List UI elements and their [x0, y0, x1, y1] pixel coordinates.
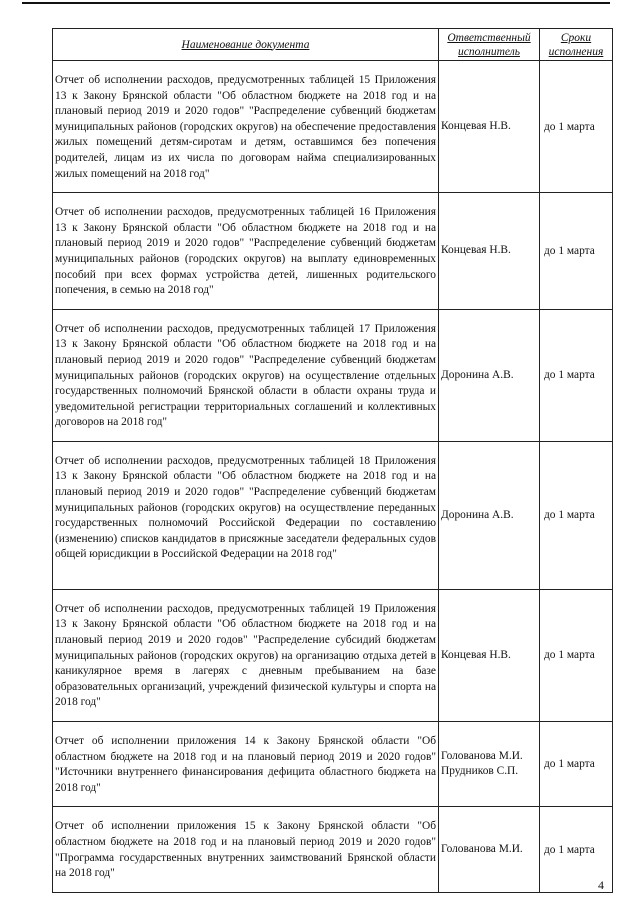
table-row — [53, 61, 613, 193]
table-row — [53, 193, 613, 310]
table-header-row — [53, 29, 613, 61]
page-number: 4 — [598, 878, 604, 892]
row-document: Отчет об исполнении расходов, предусмотренных таблицей 18 Приложения 13 к Закону Брянской области "Об областном бюджете на 2018 год и на плановый период 2019 и 2020 годов" "Распределение субвенций бюджетам муниципальных районов (городских округов) на осуществление переданных государственных полномочий Российской Федерации по составлению (изменению) списков кандидатов в присяжные заседатели федеральных судов общей юрисдикции в Российской Федерации на 2018 год" — [53, 441, 439, 589]
top-rule — [22, 2, 610, 4]
row-document: Отчет об исполнении приложения 14 к Закону Брянской области "Об областном бюджете на 2018 год и на плановый период 2019 и 2020 годов" "Источники внутреннего финансирования дефицита областного бюджета на 2018 год" — [53, 722, 439, 807]
row-deadline: до 1 марта — [540, 309, 613, 441]
row-deadline: до 1 марта — [540, 441, 613, 589]
table-row — [53, 441, 613, 589]
row-document: Отчет об исполнении расходов, предусмотренных таблицей 15 Приложения 13 к Закону Брянской области "Об областном бюджете на 2018 год и на плановый период 2019 и 2020 годов" "Распределение субвенций бюджетам муниципальных районов (городских округов) на обеспечение предоставления жилых помещений детям-сиротам и детям, оставшимся без попечения родителей, лицам из их числа по договорам найма специализированных жилых помещений на 2018 год" — [53, 61, 439, 193]
row-executor-secondary: Прудников С.П. — [441, 765, 519, 778]
row-executor: Концевая Н.В. — [439, 589, 540, 721]
row-deadline: до 1 марта — [540, 61, 613, 193]
row-document: Отчет об исполнении приложения 15 к Закону Брянской области "Об областном бюджете на 2018 год и на плановый период 2019 и 2020 годов" "Программа государственных внутренних заимствований Брянской области на 2018 год" — [53, 807, 439, 892]
row-executor: Доронина А.В. — [439, 441, 540, 589]
row-executor: Доронина А.В. — [439, 309, 540, 441]
table-row — [53, 309, 613, 441]
row-executor: Концевая Н.В. — [439, 61, 540, 193]
header-deadline: Сроки исполнения — [540, 29, 613, 61]
document-table — [52, 28, 613, 893]
table-row — [53, 722, 613, 807]
row-document: Отчет об исполнении расходов, предусмотренных таблицей 19 Приложения 13 к Закону Брянской области "Об областном бюджете на 2018 год и на плановый период 2019 и 2020 годов" "Распределение субсидий бюджетам муниципальных районов (городских округов) на организацию отдыха детей в каникулярное время в лагерях с дневным пребыванием на базе образовательных организаций, учреждений физической культуры и спорта на 2018 год" — [53, 589, 439, 721]
header-document: Наименование документа — [53, 29, 439, 61]
row-executor: Голованова М.И. — [439, 807, 540, 892]
row-deadline: до 1 марта — [540, 589, 613, 721]
row-document: Отчет об исполнении расходов, предусмотренных таблицей 16 Приложения 13 к Закону Брянской области "Об областном бюджете на 2018 год и на плановый период 2019 и 2020 годов" "Распределение субвенций бюджетам муниципальных районов (городских округов) на выплату единовременных пособий при всех формах устройства детей, лишенных родительского попечения, в семью на 2018 год" — [53, 193, 439, 310]
row-executor: Концевая Н.В. — [439, 193, 540, 310]
header-executor: Ответственный исполнитель — [439, 29, 540, 61]
table-row — [53, 807, 613, 892]
row-executor — [439, 722, 540, 807]
row-document: Отчет об исполнении расходов, предусмотренных таблицей 17 Приложения 13 к Закону Брянской области "Об областном бюджете на 2018 год и на плановый период 2019 и 2020 годов" "Распределение субвенций бюджетам муниципальных районов (городских округов) на осуществление отдельных государственных полномочий Брянской области в области охраны труда и уведомительной регистрации территориальных соглашений и коллективных договоров на 2018 год" — [53, 309, 439, 441]
table-row — [53, 589, 613, 721]
row-deadline: до 1 марта — [540, 193, 613, 310]
row-deadline: до 1 марта — [540, 807, 613, 892]
row-executor-primary: Голованова М.И. — [441, 749, 523, 762]
row-deadline: до 1 марта — [540, 722, 613, 807]
